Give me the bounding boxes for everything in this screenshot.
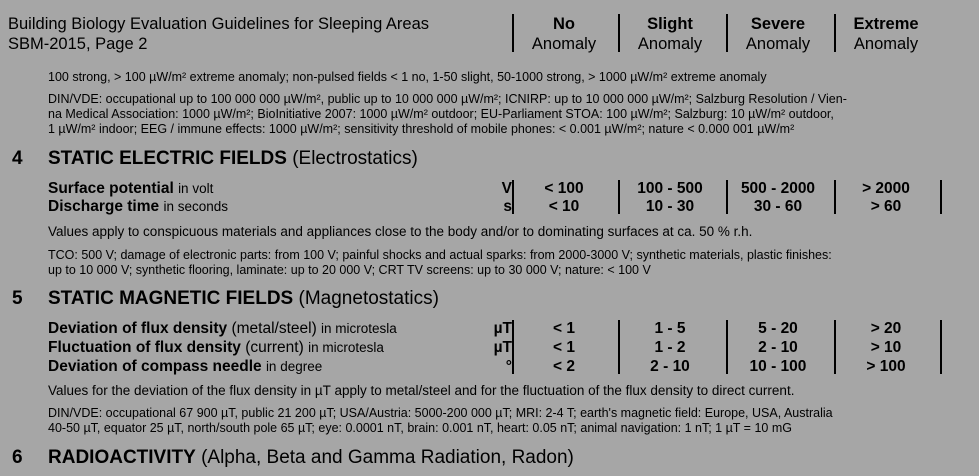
section-number: 6 [12,447,23,468]
value-no-anomaly: < 1 [553,320,575,337]
table-row [48,180,948,197]
row-unit: µT [493,320,512,337]
row-suffix: in seconds [163,199,228,214]
title-line-2: SBM-2015, Page 2 [8,35,148,53]
row-name: Surface potential [48,180,174,197]
row-suffix: in microtesla [308,340,384,355]
value-extreme-anomaly: > 100 [866,358,906,375]
row-suffix: in volt [178,181,214,196]
reference-line: 1 µW/m² indoor; EEG / immune effects: 1000 µW/m²; sensitivity threshold of mobile phones: < 0.001 µW/m²; nature < 0.000 001 µW/m² [48,122,795,136]
table-row [48,198,948,215]
value-severe-anomaly: 500 - 2000 [740,180,816,197]
column-header-bottom: Anomaly [637,35,703,53]
table-row [48,358,948,375]
value-extreme-anomaly: > 10 [870,339,902,356]
value-slight-anomaly: 1 - 2 [654,339,686,356]
table-row [48,339,948,356]
section-references [48,406,833,436]
row-qualifier: (metal/steel) [231,320,317,337]
reference-line: na Medical Association: 1000 µW/m²; BioInitiative 2007: 1000 µW/m² outdoor; EU-Parliament STOA: 100 µW/m²; Salzburg: 10 µW/m² outdoor, [48,107,834,121]
row-label [48,339,384,356]
value-extreme-anomaly: > 60 [870,198,902,215]
value-no-anomaly: < 10 [548,198,580,215]
row-label [48,320,397,337]
intro-references [48,92,847,137]
row-label [48,198,228,215]
row-unit: V [501,180,512,197]
section-title-main: STATIC ELECTRIC FIELDS [48,148,287,169]
title-line-1: Building Biology Evaluation Guidelines for Sleeping Areas [8,15,430,33]
page-title [8,14,429,54]
value-slight-anomaly: 10 - 30 [645,198,695,215]
column-header-slight-anomaly [618,14,722,54]
column-header-bottom: Anomaly [531,35,597,53]
section-number: 4 [12,148,23,169]
column-header-top: Severe [750,15,806,33]
row-name: Deviation of flux density [48,320,228,337]
column-header-top: No [553,15,575,33]
column-header-top: Extreme [853,15,919,33]
value-severe-anomaly: 30 - 60 [753,198,803,215]
section-title [48,288,439,310]
column-header-extreme-anomaly [834,14,938,54]
row-name: Discharge time [48,198,160,215]
value-extreme-anomaly: > 20 [870,320,902,337]
column-header-top: Slight [647,15,693,33]
section-title-sub: (Magnetostatics) [298,288,439,309]
section-note: Values for the deviation of the flux density in µT apply to metal/steel and for the fluctuation of the flux density to direct current. [48,383,795,398]
column-header-severe-anomaly [726,14,830,54]
row-label [48,180,213,197]
section-title [48,447,574,469]
value-extreme-anomaly: > 2000 [862,180,910,197]
value-no-anomaly: < 2 [553,358,575,375]
intro-line: 100 strong, > 100 µW/m² extreme anomaly; non-pulsed fields < 1 no, 1-50 slight, 50-1000 strong, > 1000 µW/m² extreme anomaly [48,70,767,84]
section-title-main: RADIOACTIVITY [48,447,196,468]
value-severe-anomaly: 10 - 100 [749,358,807,375]
row-suffix: in degree [265,359,323,374]
reference-line: TCO: 500 V; damage of electronic parts: from 100 V; painful shocks and actual sparks: from 2000-3000 V; synthetic materials, plastic finishes: [48,248,832,262]
section-references [48,248,832,278]
section-title-main: STATIC MAGNETIC FIELDS [48,288,294,309]
value-slight-anomaly: 100 - 500 [637,180,703,197]
row-unit: µT [493,339,512,356]
section-title [48,148,418,170]
section-note: Values apply to conspicuous materials and appliances close to the body and/or to dominating surfaces at ca. 50 % r.h. [48,224,753,239]
section-number: 5 [12,288,23,309]
row-suffix: in microtesla [321,321,397,336]
value-severe-anomaly: 2 - 10 [758,339,798,356]
table-row [48,320,948,337]
row-name: Deviation of compass needle [48,358,262,375]
column-header-bottom: Anomaly [745,35,811,53]
column-header-no-anomaly [512,14,616,54]
section-title-sub: (Electrostatics) [292,148,418,169]
row-unit: ° [505,358,512,375]
row-qualifier: (current) [245,339,304,356]
column-header-bottom: Anomaly [853,35,919,53]
reference-line: DIN/VDE: occupational 67 900 µT, public 21 200 µT; USA/Austria: 5000-200 000 µT; MRI: 2-4 T; earth's magnetic field: Europe, USA, Australia [48,406,833,420]
row-name: Fluctuation of flux density [48,339,241,356]
row-label [48,358,322,375]
value-severe-anomaly: 5 - 20 [758,320,798,337]
row-unit: s [503,198,512,215]
reference-line: DIN/VDE: occupational up to 100 000 000 µW/m², public up to 10 000 000 µW/m²; ICNIRP: up to 10 000 000 µW/m²; Salzburg Resolution / Vien- [48,92,847,106]
value-slight-anomaly: 2 - 10 [650,358,690,375]
value-slight-anomaly: 1 - 5 [654,320,686,337]
value-no-anomaly: < 100 [544,180,584,197]
value-no-anomaly: < 1 [553,339,575,356]
reference-line: up to 10 000 V; synthetic flooring, laminate: up to 20 000 V; CRT TV screens: up to 30 000 V; nature: < 100 V [48,263,651,277]
reference-line: 40-50 µT, equator 25 µT, north/south pole 65 µT; eye: 0.0001 nT, brain: 0.001 nT, heart: 0.05 nT; animal navigation: 1 nT; 1 µT = 10 mG [48,421,792,435]
section-title-sub: (Alpha, Beta and Gamma Radiation, Radon) [201,447,574,468]
